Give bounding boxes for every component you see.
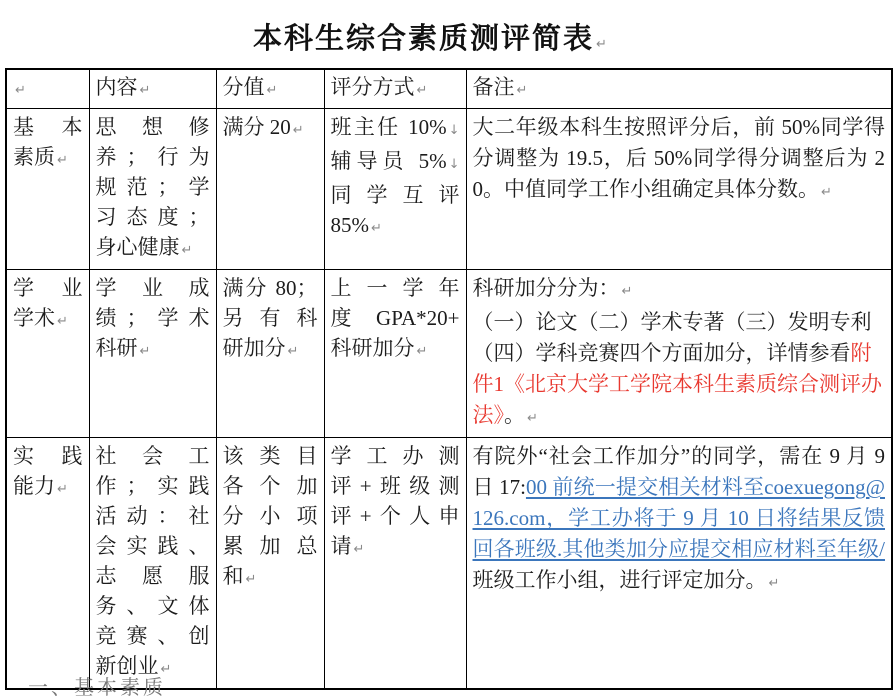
header-cell-1 <box>89 69 216 109</box>
assessment-table-body <box>6 69 892 689</box>
text-run: 思想修 <box>95 115 210 139</box>
text-run: 研加分 <box>222 336 286 360</box>
text-line <box>223 112 318 146</box>
text-run: 满分 20 <box>222 115 291 139</box>
hyperlink-text[interactable]: 00 前统一提交相关材料至coexuegong@126.com，学工办将于 9 月 10 日将结果反馈回各班级.其他类加分应提交相应材料至年级/ <box>472 475 885 561</box>
paragraph-mark: ↵ <box>516 83 528 98</box>
header-cell-3 <box>324 69 466 109</box>
title-text: 本科生综合素质测评简表 <box>253 23 595 55</box>
text-line <box>223 471 318 501</box>
text-line <box>331 180 460 210</box>
paragraph-mark: ↵ <box>353 542 365 557</box>
text-line <box>96 172 210 202</box>
text-line <box>96 112 210 142</box>
text-line <box>96 202 210 232</box>
text-line <box>223 531 318 561</box>
text-line <box>223 303 318 333</box>
text-line <box>331 72 460 106</box>
paragraph-mark: ↵ <box>621 284 633 299</box>
text-run: 基本 <box>13 115 83 139</box>
text-run: 满分 80； <box>222 276 318 300</box>
paragraph-mark: ↵ <box>57 153 68 168</box>
text-line <box>331 471 460 501</box>
text-run: 养；行为 <box>95 145 210 169</box>
paragraph-mark: ↵ <box>57 314 68 329</box>
text-line <box>331 146 460 180</box>
text-run: 身心健康 <box>95 235 180 259</box>
text-line <box>223 333 318 367</box>
method-cell <box>324 438 466 690</box>
text-line <box>331 501 460 531</box>
table-header-row <box>6 69 892 109</box>
paragraph-mark: ↵ <box>527 411 538 426</box>
text-run: 另有科 <box>222 306 318 330</box>
paragraph-mark: ↵ <box>416 344 428 359</box>
text-line <box>13 471 83 505</box>
text-run: 规范；学 <box>95 175 210 199</box>
text-line <box>96 621 210 651</box>
text-run: 学术 <box>13 306 55 330</box>
text-run: 实践 <box>13 444 83 468</box>
text-run: 评分方式 <box>330 75 415 99</box>
text-run: 班级工作小组，进行评定加分。 <box>472 568 767 592</box>
text-run: 分小项 <box>222 504 318 528</box>
text-line <box>96 142 210 172</box>
text-run: 绩；学术 <box>95 306 210 330</box>
paragraph-mark: ↵ <box>287 344 299 359</box>
text-run: 分值 <box>222 75 265 99</box>
score-cell <box>216 109 324 270</box>
text-run: 科研加分分为： <box>472 276 620 300</box>
text-line <box>223 561 318 595</box>
text-run: 该类目 <box>222 444 318 468</box>
text-run: 评+个人申 <box>330 504 460 528</box>
text-line <box>223 273 318 303</box>
paragraph-mark: ↵ <box>292 123 304 138</box>
text-line <box>331 303 460 333</box>
text-run: 学业成 <box>95 276 210 300</box>
remark-cell <box>466 270 892 438</box>
attachment-reference-text: 附件1《北京大学工学院本科生素质综合测评办法》 <box>472 341 882 427</box>
cutoff-next-line-text: 一、基本素质 <box>28 677 166 699</box>
text-line <box>13 273 83 303</box>
header-cell-4 <box>466 69 892 109</box>
text-line <box>96 303 210 333</box>
text-run: 习态度； <box>95 205 210 229</box>
text-run: 大二年级本科生按照评分后，前 50%同学得分调整为 19.5，后 50%同学得分调整后为 20。中值同学工作小组确定具体分数。 <box>472 115 885 201</box>
soft-break-mark: ↓ <box>448 157 460 172</box>
content-cell <box>89 438 216 690</box>
text-run: 备注 <box>472 75 515 99</box>
paragraph-mark: ↵ <box>245 572 257 587</box>
document-title <box>0 16 860 57</box>
text-run: 各个加 <box>222 474 318 498</box>
paragraph-mark: ↵ <box>266 83 278 98</box>
category-cell <box>6 270 89 438</box>
remark-paragraph <box>473 441 886 599</box>
remark-paragraph <box>473 273 886 307</box>
header-cell-0 <box>6 69 89 109</box>
assessment-table <box>5 68 893 690</box>
text-run: 评+班级测 <box>330 474 460 498</box>
table-row <box>6 270 892 438</box>
text-line <box>96 561 210 591</box>
text-run: （一）论文（二）学术专著（三）发明专利（四）学科竞赛四个方面加分，详情参看 <box>472 310 872 365</box>
text-line <box>331 112 460 146</box>
text-line <box>96 232 210 266</box>
text-run: 度 GPA*20+ <box>330 306 460 330</box>
text-run: 请 <box>330 534 352 558</box>
text-run: 竞赛、创 <box>95 624 210 648</box>
text-run: 志愿服 <box>95 564 210 588</box>
text-run: 辅导员 5% <box>330 149 447 173</box>
text-line <box>13 142 83 176</box>
category-cell <box>6 109 89 270</box>
text-line <box>13 303 83 337</box>
text-line <box>331 333 460 367</box>
content-cell <box>89 270 216 438</box>
text-run: 上一学年 <box>330 276 460 300</box>
text-line <box>96 531 210 561</box>
text-line <box>331 441 460 471</box>
text-run: 内容 <box>95 75 138 99</box>
text-line <box>331 531 460 565</box>
text-run: 素质 <box>13 145 55 169</box>
text-line <box>13 72 83 106</box>
soft-break-mark: ↓ <box>448 123 460 138</box>
text-line <box>223 501 318 531</box>
text-run: 同学互评 <box>330 183 460 207</box>
text-line <box>473 72 886 106</box>
text-line <box>96 273 210 303</box>
content-cell <box>89 109 216 270</box>
text-line <box>96 441 210 471</box>
remark-cell <box>466 109 892 270</box>
text-run: 。 <box>504 403 525 427</box>
text-line <box>96 333 210 367</box>
text-line <box>223 441 318 471</box>
category-cell <box>6 438 89 690</box>
paragraph-mark: ↵ <box>181 243 193 258</box>
paragraph-mark: ↵ <box>768 576 780 591</box>
text-run: 能力 <box>13 474 55 498</box>
text-line <box>13 441 83 471</box>
text-run: 科研加分 <box>330 336 415 360</box>
paragraph-mark: ↵ <box>596 37 607 52</box>
text-run: 学业 <box>13 276 83 300</box>
text-run: 和 <box>222 564 244 588</box>
text-run: 学工办测 <box>330 444 460 468</box>
paragraph-mark: ↵ <box>371 221 382 236</box>
text-run: 会实践、 <box>95 534 210 558</box>
score-cell <box>216 270 324 438</box>
text-line <box>96 72 210 106</box>
text-run: 累加总 <box>222 534 318 558</box>
remark-paragraph <box>473 307 886 434</box>
header-cell-2 <box>216 69 324 109</box>
text-run: 务、文体 <box>95 594 210 618</box>
paragraph-mark: ↵ <box>139 83 151 98</box>
text-run: 班主任 10% <box>330 115 447 139</box>
text-run: 有院外“社会工作加分”的同学，需在 9 月 9 日 17: <box>472 444 885 499</box>
remark-cell <box>466 438 892 690</box>
text-run: 作；实践 <box>95 474 210 498</box>
method-cell <box>324 109 466 270</box>
text-line <box>96 591 210 621</box>
text-run: 新创业 <box>95 654 159 678</box>
score-cell <box>216 438 324 690</box>
text-run: 科研 <box>95 336 138 360</box>
text-line <box>96 471 210 501</box>
text-run: 社会工 <box>95 444 210 468</box>
table-row <box>6 109 892 270</box>
text-line <box>96 501 210 531</box>
remark-paragraph <box>473 112 886 208</box>
paragraph-mark: ↵ <box>57 482 68 497</box>
text-run: 活动：社 <box>95 504 210 528</box>
paragraph-mark: ↵ <box>416 83 428 98</box>
paragraph-mark: ↵ <box>821 185 832 200</box>
paragraph-mark: ↵ <box>15 83 26 98</box>
text-line <box>223 72 318 106</box>
text-line <box>13 112 83 142</box>
method-cell <box>324 270 466 438</box>
text-line <box>331 273 460 303</box>
text-run: 85% <box>330 213 369 237</box>
paragraph-mark: ↵ <box>160 662 172 677</box>
table-row <box>6 438 892 690</box>
text-line <box>331 210 460 244</box>
paragraph-mark: ↵ <box>139 344 151 359</box>
